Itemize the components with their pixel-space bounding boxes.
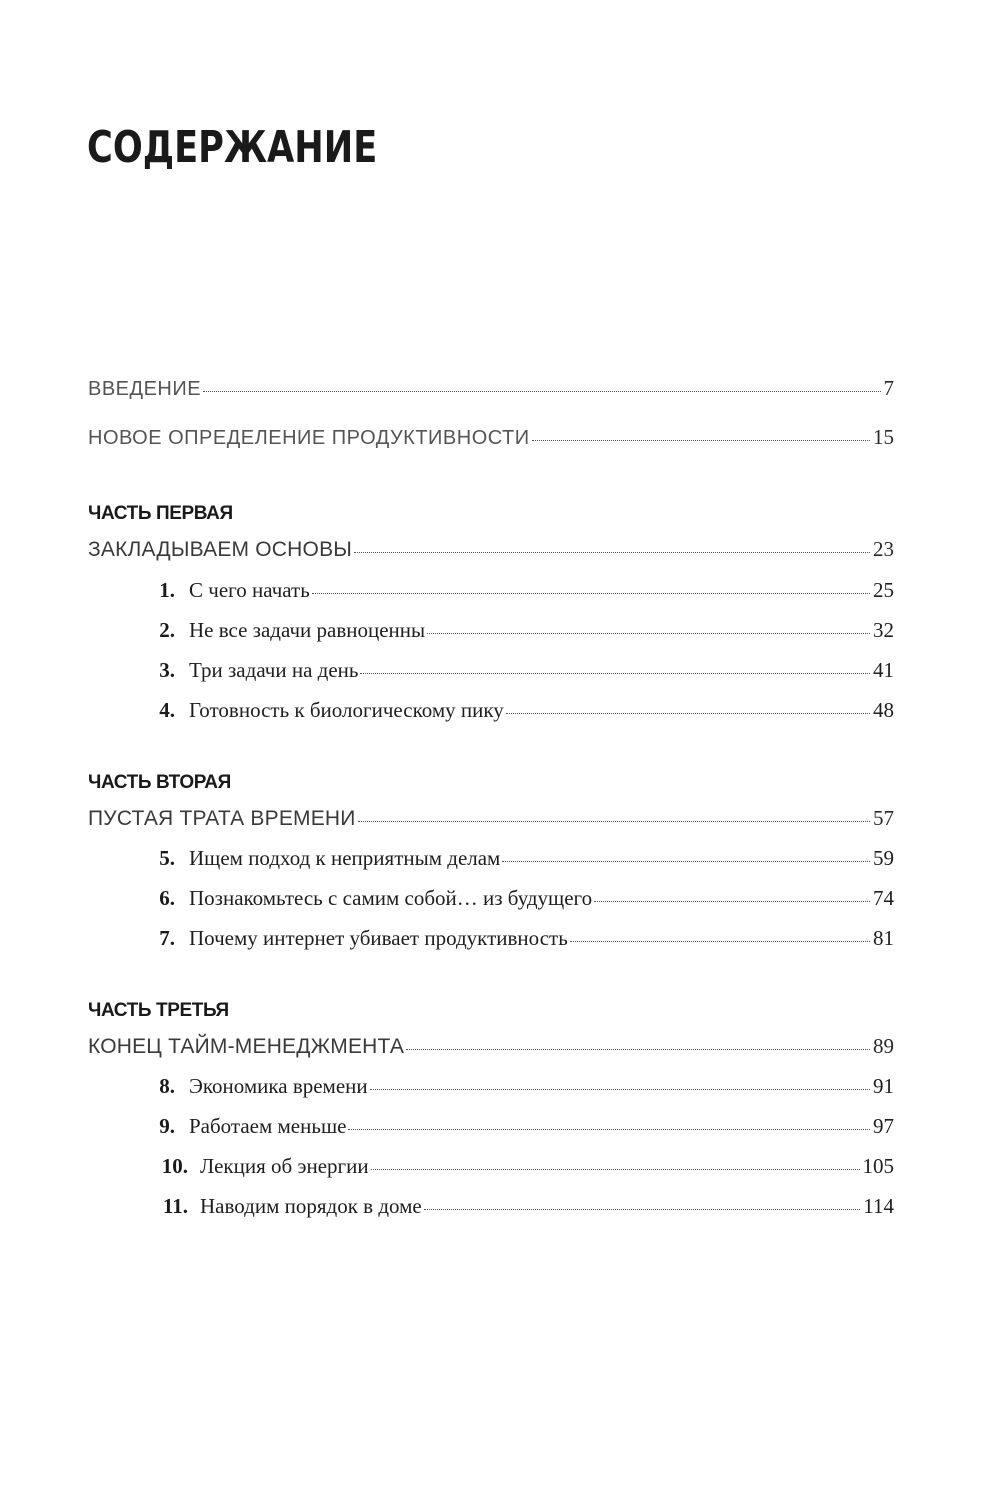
chapter-page: 81 [873, 926, 894, 950]
chapter-title: Ищем подход к неприятным делам [189, 846, 501, 870]
chapter-number: 1. [159, 578, 175, 602]
chapter-title: Познакомьтесь с самим собой… из будущего [189, 886, 593, 910]
toc-chapter-6[interactable] [152, 886, 894, 918]
part-heading-3 [88, 1000, 894, 1030]
toc-entry-introduction[interactable] [88, 376, 894, 408]
dot-leader [370, 1089, 870, 1090]
toc-section-label: КОНЕЦ ТАЙМ-МЕНЕДЖМЕНТА [88, 1035, 405, 1058]
chapter-title: Лекция об энергии [200, 1154, 369, 1178]
chapter-number: 4. [159, 698, 175, 722]
toc-section-label: ЗАКЛАДЫВАЕМ ОСНОВЫ [88, 538, 353, 561]
toc-entry-label: НОВОЕ ОПРЕДЕЛЕНИЕ ПРОДУКТИВНОСТИ [88, 427, 530, 449]
toc-chapter-4[interactable] [152, 698, 894, 730]
dot-leader [203, 391, 880, 392]
toc-entry-page: 7 [883, 376, 894, 400]
chapter-number: 7. [159, 926, 175, 950]
page-title: СОДЕРЖАНИЕ [87, 122, 378, 173]
dot-leader [312, 593, 870, 594]
toc-section-page: 89 [873, 1034, 894, 1058]
toc-section-2[interactable] [88, 806, 894, 838]
toc-chapter-11[interactable] [152, 1194, 894, 1226]
chapter-page: 25 [873, 578, 894, 602]
chapter-page: 114 [863, 1194, 894, 1218]
chapter-page: 97 [873, 1114, 894, 1138]
chapter-page: 32 [873, 618, 894, 642]
chapter-number: 3. [159, 658, 175, 682]
chapter-number: 11. [162, 1194, 188, 1218]
chapter-number: 5. [159, 846, 175, 870]
dot-leader [354, 552, 870, 553]
chapter-title: Три задачи на день [189, 658, 359, 682]
dot-leader [371, 1169, 860, 1170]
dot-leader [594, 901, 870, 902]
toc-section-page: 57 [873, 806, 894, 830]
dot-leader [570, 941, 870, 942]
dot-leader [348, 1129, 870, 1130]
dot-leader [360, 673, 870, 674]
chapter-title: Наводим порядок в доме [200, 1194, 422, 1218]
toc-chapter-1[interactable] [152, 578, 894, 610]
toc-chapter-8[interactable] [152, 1074, 894, 1106]
chapter-title: Не все задачи равноценны [189, 618, 426, 642]
part-heading-label: ЧАСТЬ ВТОРАЯ [88, 772, 231, 793]
toc-chapter-5[interactable] [152, 846, 894, 878]
chapter-title: Готовность к биологическому пику [189, 698, 504, 722]
dot-leader [358, 821, 870, 822]
chapter-page: 74 [873, 886, 894, 910]
chapter-page: 59 [873, 846, 894, 870]
chapter-title: Почему интернет убивает продуктивность [189, 926, 568, 950]
part-heading-label: ЧАСТЬ ПЕРВАЯ [88, 503, 233, 524]
chapter-title: Экономика времени [189, 1074, 368, 1098]
chapter-title: С чего начать [189, 578, 310, 602]
chapter-page: 105 [862, 1154, 894, 1178]
chapter-title: Работаем меньше [189, 1114, 347, 1138]
dot-leader [406, 1049, 870, 1050]
dot-leader [532, 440, 870, 441]
toc-entry-new-definition[interactable] [88, 425, 894, 457]
toc-section-page: 23 [873, 537, 894, 561]
chapter-number: 9. [159, 1114, 175, 1138]
dot-leader [424, 1209, 861, 1210]
toc-chapter-7[interactable] [152, 926, 894, 958]
dot-leader [427, 633, 870, 634]
part-heading-2 [88, 772, 894, 802]
toc-section-1[interactable] [88, 537, 894, 569]
chapter-page: 91 [873, 1074, 894, 1098]
dot-leader [502, 861, 870, 862]
chapter-number: 10. [161, 1154, 188, 1178]
chapter-number: 6. [159, 886, 175, 910]
part-heading-1 [88, 503, 894, 533]
chapter-number: 8. [159, 1074, 175, 1098]
chapter-page: 48 [873, 698, 894, 722]
toc-chapter-10[interactable] [152, 1154, 894, 1186]
chapter-number: 2. [159, 618, 175, 642]
toc-chapter-9[interactable] [152, 1114, 894, 1146]
part-heading-label: ЧАСТЬ ТРЕТЬЯ [88, 1000, 229, 1021]
chapter-page: 41 [873, 658, 894, 682]
toc-chapter-2[interactable] [152, 618, 894, 650]
toc-section-label: ПУСТАЯ ТРАТА ВРЕМЕНИ [88, 807, 356, 830]
dot-leader [506, 713, 870, 714]
toc-entry-label: ВВЕДЕНИЕ [88, 378, 202, 400]
toc-section-3[interactable] [88, 1034, 894, 1066]
toc-chapter-3[interactable] [152, 658, 894, 690]
toc-entry-page: 15 [873, 425, 894, 449]
